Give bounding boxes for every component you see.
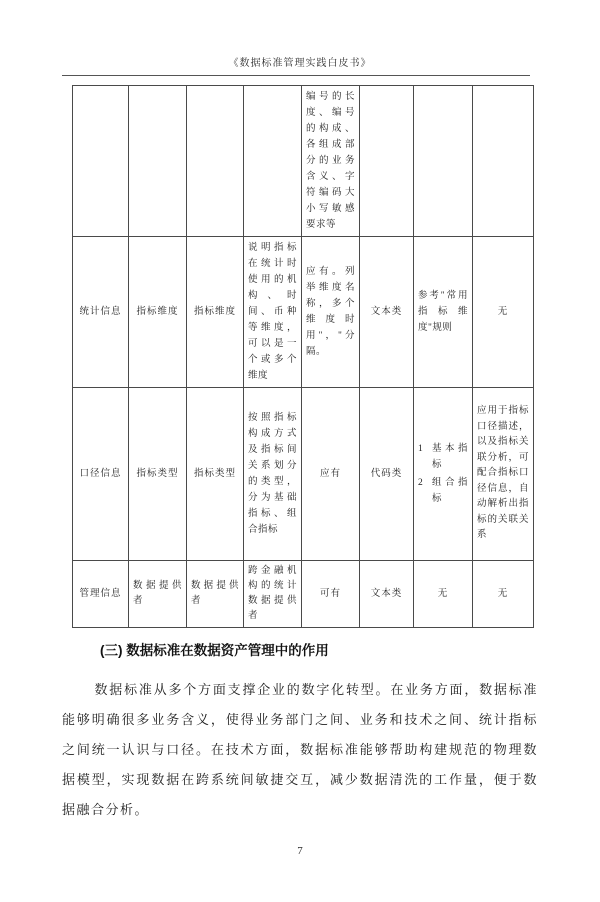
table-cell-requirement: 应有	[302, 388, 360, 561]
enum-number: 2	[418, 478, 423, 488]
table-cell	[244, 86, 302, 237]
table-cell: 指标类型	[129, 388, 187, 561]
table-row-continuation	[73, 86, 534, 237]
table-cell	[187, 86, 244, 237]
table-cell-category: 口径信息	[73, 388, 129, 561]
enum-number: 1	[418, 444, 423, 454]
table-cell-category: 统计信息	[73, 237, 129, 388]
table-cell	[73, 86, 129, 237]
enum-text: 基本指标	[432, 444, 468, 470]
table-cell: 指标维度	[129, 237, 187, 388]
section-heading: (三) 数据标准在数据资产管理中的作用	[100, 643, 329, 658]
table-cell: 数据提供者	[187, 561, 244, 628]
table-cell: 指标维度	[187, 237, 244, 388]
header-divider	[62, 75, 530, 76]
table-row-mgmt-info	[73, 561, 534, 628]
table-cell: 无	[473, 237, 534, 388]
indicator-attribute-table	[72, 85, 534, 628]
header-title: 《数据标准管理实践白皮书》	[228, 58, 372, 69]
enum-item	[418, 441, 468, 473]
table-cell-enum-list	[414, 388, 473, 561]
body-paragraph: 数据标准从多个方面支撑企业的数字化转型。在业务方面，数据标准能够明确很多业务含义，使得业务部门之间、业务和技术之间、统计指标之间统一认识与口径。在技术方面，数据标准能够帮助构建规范的物理数据模型，实现数据在跨系统间敏捷交互，减少数据清洗的工作量，便于数据融合分析。	[62, 682, 538, 817]
table-cell-type: 文本类	[360, 237, 414, 388]
table-row-caliber-info	[73, 388, 534, 561]
table-cell	[129, 86, 187, 237]
table-cell	[414, 86, 473, 237]
enum-list	[418, 441, 468, 507]
table-cell: 无	[414, 561, 473, 628]
table-cell-rule: 参考"常用指标维度"规则	[414, 237, 473, 388]
page-number: 7	[297, 845, 303, 857]
table-cell-type: 文本类	[360, 561, 414, 628]
table-cell-definition: 说明指标在统计时使用的机构、时间、币种等维度，可以是一个或多个维度	[244, 237, 302, 388]
table-cell: 指标类型	[187, 388, 244, 561]
table-cell-definition: 按照指标构成方式及指标间关系划分的类型，分为基础指标、组合指标	[244, 388, 302, 561]
table-cell-requirement: 可有	[302, 561, 360, 628]
table-cell-category: 管理信息	[73, 561, 129, 628]
table-cell-definition: 跨金融机构的统计数据提供者	[244, 561, 302, 628]
table-cell	[473, 86, 534, 237]
table-cell: 数据提供者	[129, 561, 187, 628]
table-cell-requirement: 应有。列举维度名称，多个维度时用"，"分隔。	[302, 237, 360, 388]
document-page	[0, 54, 600, 902]
table-cell-rule-desc: 编号的长度、编号的构成、各组成部分的业务含义、字符编码大小写敏感要求等	[302, 86, 360, 237]
table-cell: 无	[473, 561, 534, 628]
table-cell-type: 代码类	[360, 388, 414, 561]
table-cell-usage: 应用于指标口径描述，以及指标关联分析，可配合指标口径信息，自动解析出指标的关联关系	[473, 388, 534, 561]
enum-item	[418, 475, 468, 507]
table-cell	[360, 86, 414, 237]
enum-text: 组合指标	[432, 478, 468, 504]
table-row-stat-info	[73, 237, 534, 388]
